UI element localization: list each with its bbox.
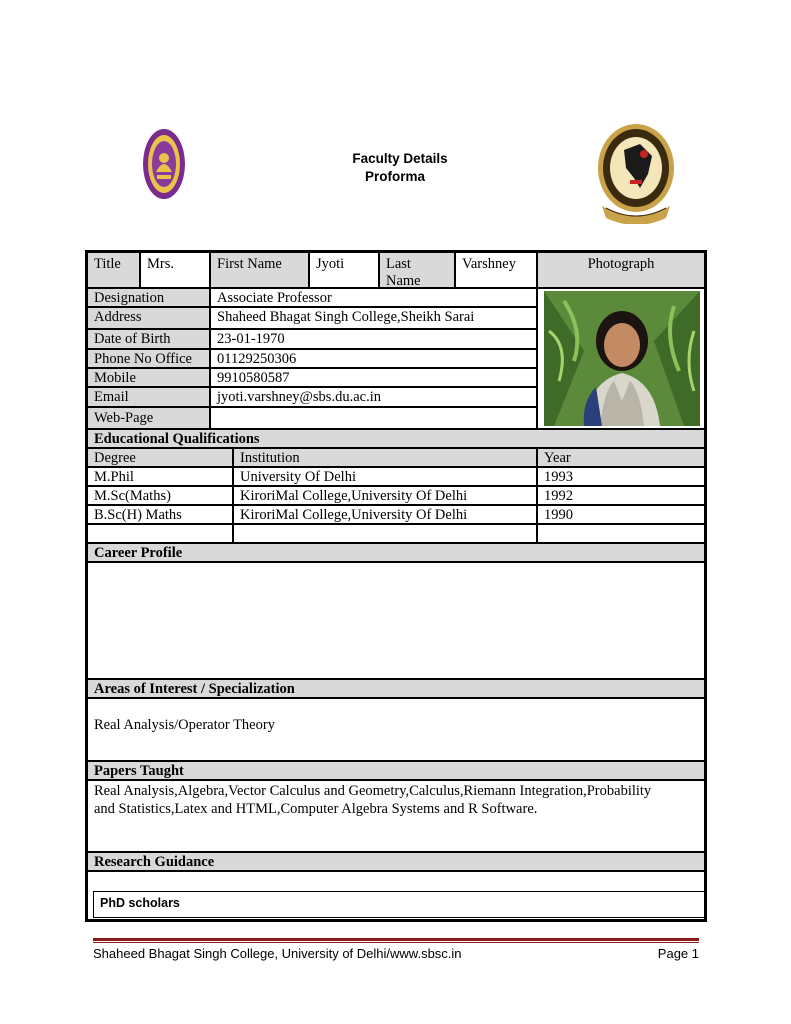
first-name-value: Jyoti	[309, 252, 379, 288]
education-heading: Educational Qualifications	[87, 429, 705, 448]
dob-label: Date of Birth	[87, 329, 210, 349]
papers-text	[87, 780, 705, 852]
papers-heading: Papers Taught	[87, 761, 705, 780]
photograph-cell	[537, 288, 705, 429]
web-page-value	[210, 407, 537, 429]
mobile-value: 9910580587	[210, 368, 537, 387]
title-line-2: Proforma	[364, 169, 425, 184]
papers-line-1: Real Analysis,Algebra,Vector Calculus and Geometry,Calculus,Riemann Integration,Probability	[94, 783, 652, 799]
designation-label: Designation	[87, 288, 210, 307]
edu-row-1-year: 1993	[537, 467, 705, 486]
edu-row-4-institution	[233, 524, 537, 543]
web-page-label: Web-Page	[87, 407, 210, 429]
dob-value: 23-01-1970	[210, 329, 537, 349]
photograph-label: Photograph	[537, 252, 705, 288]
last-name-label	[379, 252, 455, 288]
phd-scholars-label: PhD scholars	[93, 891, 705, 918]
last-name-value: Varshney	[455, 252, 537, 288]
edu-row-2-year: 1992	[537, 486, 705, 505]
title-label: Title	[87, 252, 140, 288]
edu-row-2-institution: KiroriMal College,University Of Delhi	[233, 486, 537, 505]
address-label: Address	[87, 307, 210, 329]
faculty-photo	[544, 291, 700, 426]
footer-rule	[93, 938, 699, 941]
phone-office-label: Phone No Office	[87, 349, 210, 368]
career-heading: Career Profile	[87, 543, 705, 562]
address-value: Shaheed Bhagat Singh College,Sheikh Sarai	[210, 307, 537, 329]
interest-value: Real Analysis/Operator Theory	[94, 717, 275, 733]
edu-col-institution: Institution	[233, 448, 537, 467]
sbsc-logo	[594, 122, 678, 224]
papers-line-2: and Statistics,Latex and HTML,Computer Algebra Systems and R Software.	[94, 801, 538, 817]
edu-row-2-degree: M.Sc(Maths)	[87, 486, 233, 505]
interest-heading: Areas of Interest / Specialization	[87, 679, 705, 698]
edu-row-3-degree: B.Sc(H) Maths	[87, 505, 233, 524]
title-line-1: Faculty Details	[352, 151, 448, 166]
email-label: Email	[87, 387, 210, 407]
footer-rule-thin	[93, 942, 699, 943]
edu-col-year: Year	[537, 448, 705, 467]
edu-col-degree: Degree	[87, 448, 233, 467]
email-value: jyoti.varshney@sbs.du.ac.in	[210, 387, 537, 407]
edu-row-4-year	[537, 524, 705, 543]
footer-page: Page 1	[657, 946, 699, 961]
career-text	[87, 562, 705, 679]
title-value: Mrs.	[140, 252, 210, 288]
research-heading: Research Guidance	[87, 852, 705, 871]
last-name-label-line1: Last	[386, 256, 411, 272]
edu-row-3-institution: KiroriMal College,University Of Delhi	[233, 505, 537, 524]
first-name-label: First Name	[210, 252, 309, 288]
interest-text	[87, 698, 705, 761]
du-logo	[142, 128, 186, 200]
designation-value: Associate Professor	[210, 288, 537, 307]
page-title	[320, 150, 480, 186]
edu-row-1-institution: University Of Delhi	[233, 467, 537, 486]
last-name-label-line2: Name	[386, 273, 421, 288]
edu-row-3-year: 1990	[537, 505, 705, 524]
mobile-label: Mobile	[87, 368, 210, 387]
phone-office-value: 01129250306	[210, 349, 537, 368]
footer-text: Shaheed Bhagat Singh College, University of Delhi/www.sbsc.in	[93, 946, 462, 961]
edu-row-1-degree: M.Phil	[87, 467, 233, 486]
edu-row-4-degree	[87, 524, 233, 543]
